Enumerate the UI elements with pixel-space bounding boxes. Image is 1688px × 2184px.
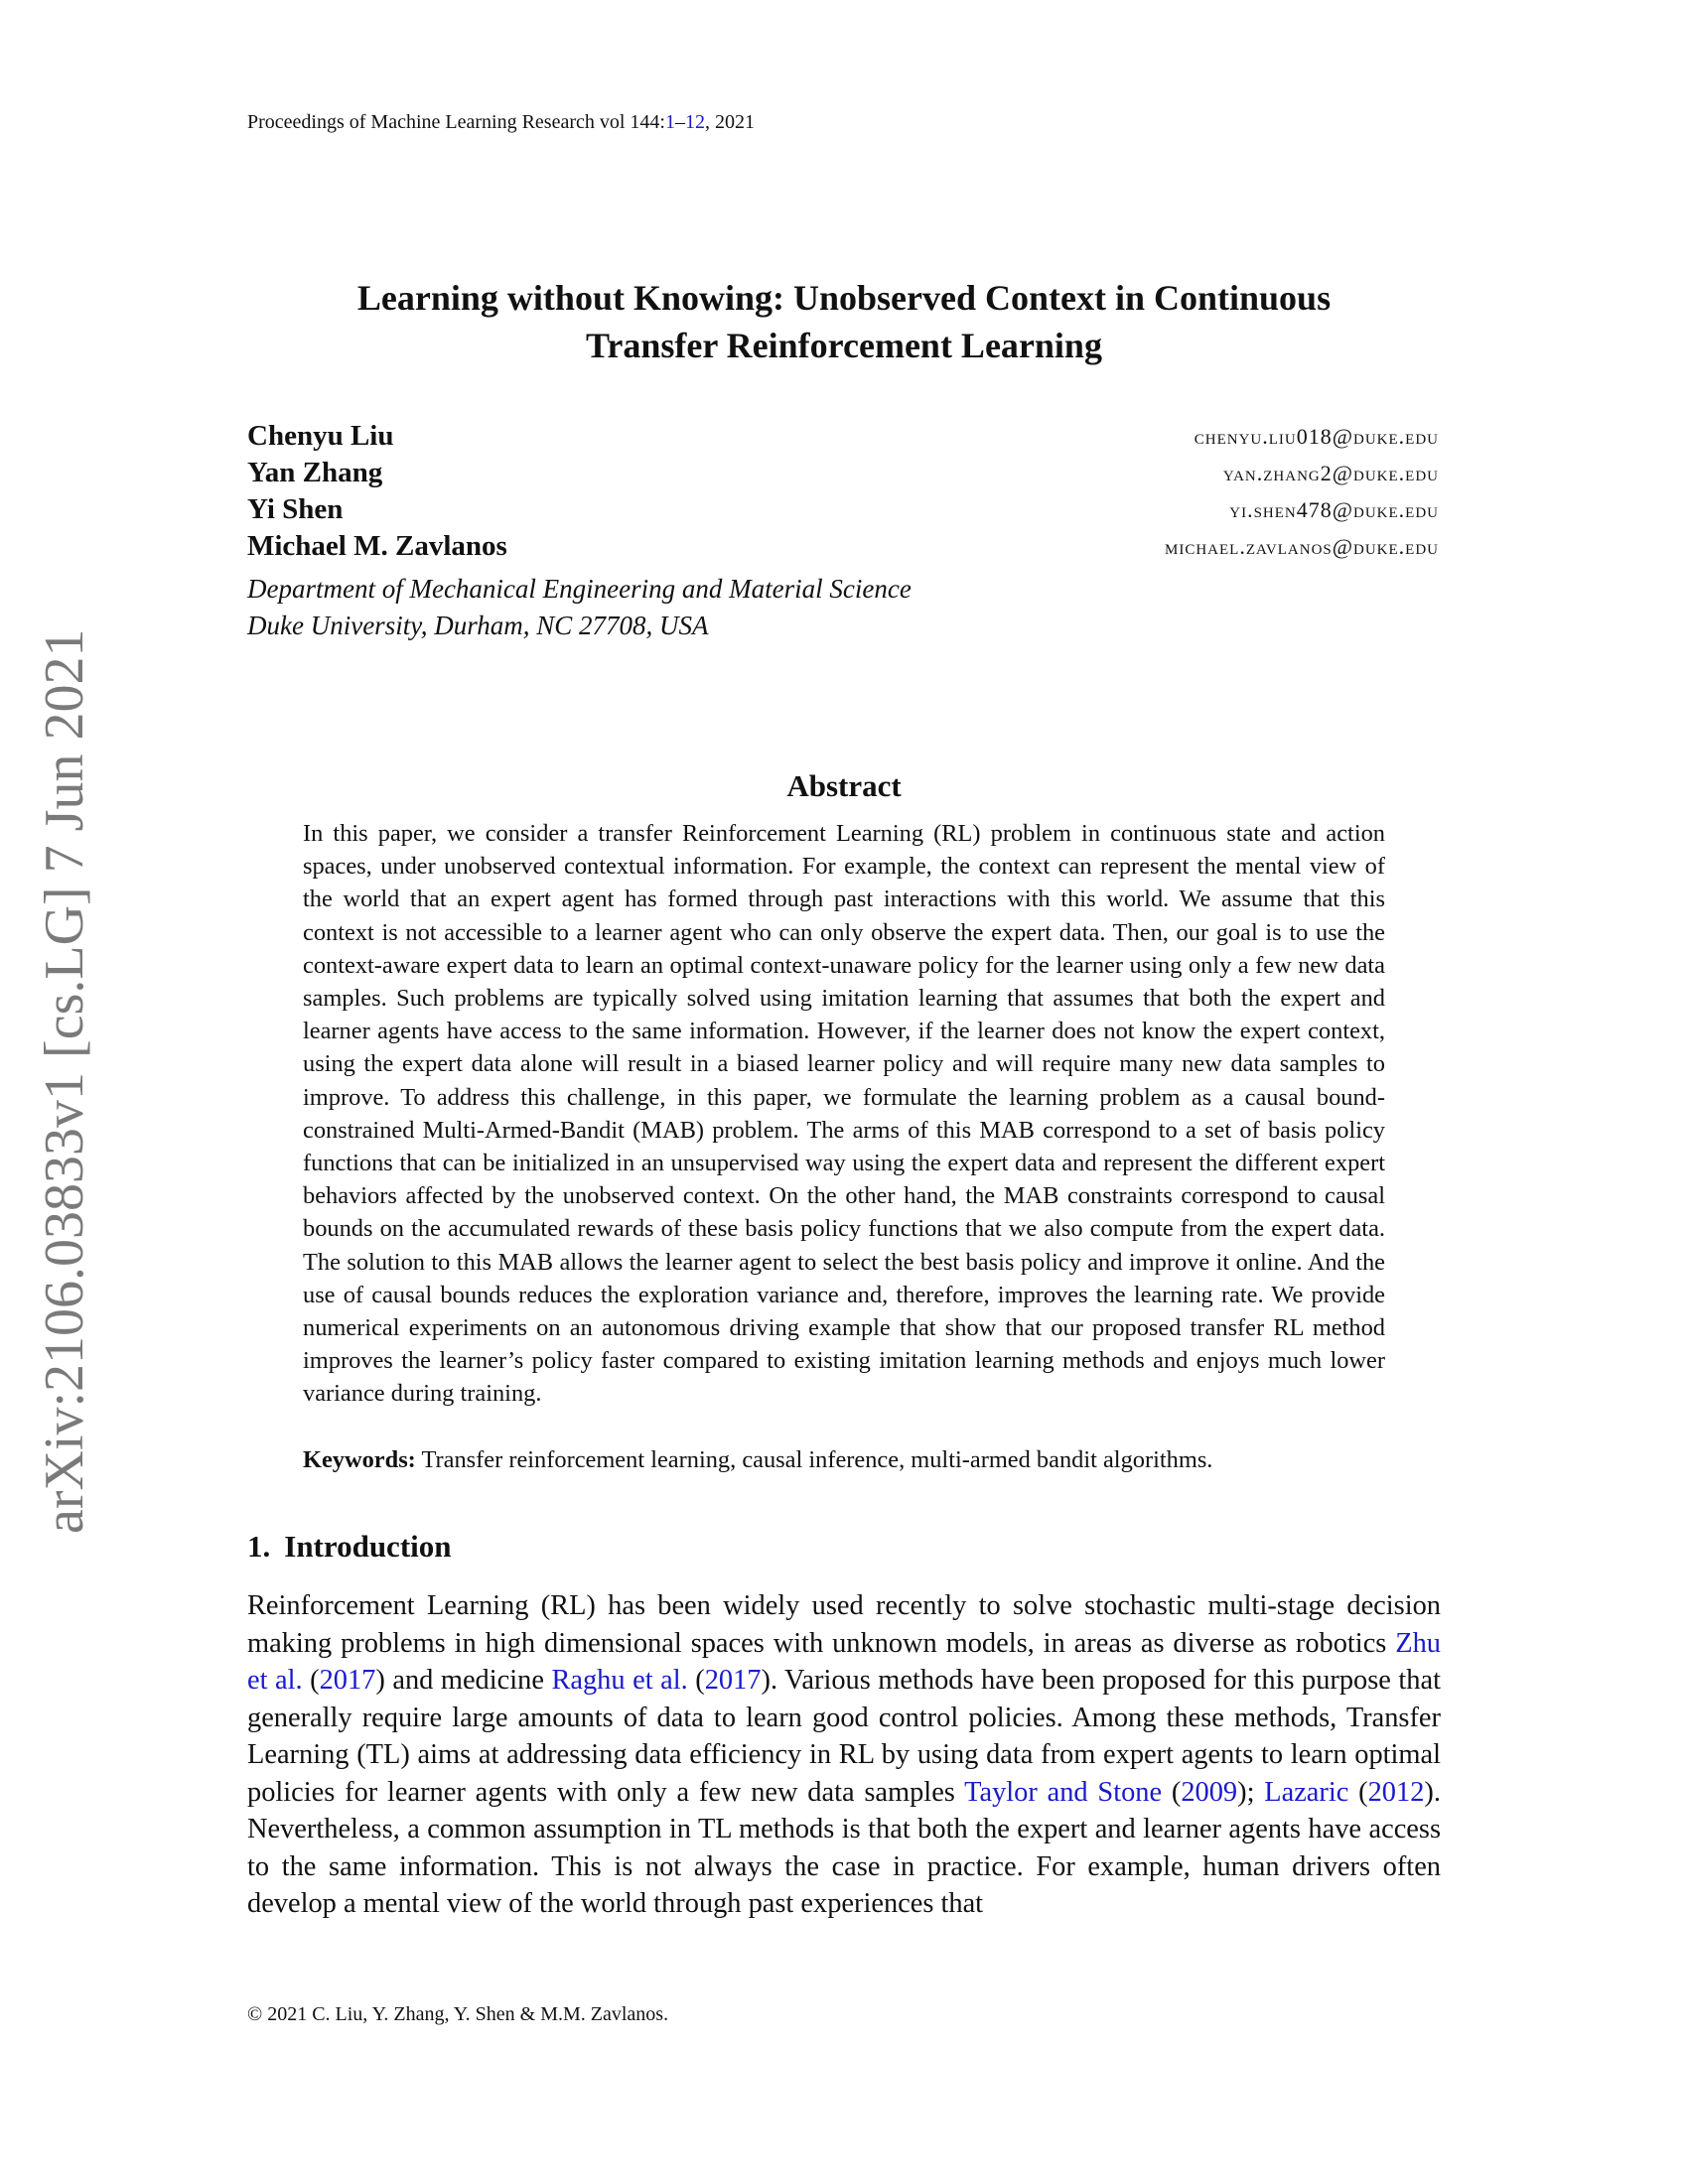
author-email[interactable]: michael.zavlanos@duke.edu [1165,534,1439,559]
citation-zhu-link[interactable]: Zhu et al. [247,1627,1441,1696]
affiliation-department: Department of Mechanical Engineering and Material Science [247,574,912,604]
page-range-dash: – [674,111,685,133]
citation-raghu-year-link[interactable]: 2017 [704,1665,762,1696]
citation-raghu-link[interactable]: Raghu et al. [551,1665,688,1696]
page-end-link[interactable]: 12 [684,111,705,133]
intro-text: Reinforcement Learning (RL) has been widely used recently to solve stochastic multi-stage decision making problems in high dimensional spaces with unknown models, in areas as diverse as robotics [247,1590,1441,1659]
title-line-2: Transfer Reinforcement Learning [586,326,1102,365]
intro-text: ; [1246,1776,1265,1808]
keywords [303,1446,1385,1474]
author-row [247,457,1439,494]
citation-taylor-link[interactable]: Taylor and Stone [964,1776,1163,1808]
section-title: Introduction [284,1529,452,1564]
author-row [247,420,1439,458]
author-row [247,530,1439,568]
citation-zhu-year-link[interactable]: 2017 [319,1665,376,1696]
intro-text: . Various methods have been proposed for this purpose that generally require large amounts of data to learn good control policies. Among these methods, Transfer Learning (TL) aims at addressing data efficiency in RL by using data from expert agents to learn optimal policies for learner agents with only a few new data samples [247,1665,1441,1808]
citation-lazaric-year-link[interactable]: 2012 [1367,1776,1425,1808]
author-email[interactable]: yi.shen478@duke.edu [1229,497,1439,522]
author-name: Michael M. Zavlanos [247,530,507,562]
abstract-text: In this paper, we consider a transfer Reinforcement Learning (RL) problem in continuous state and action spaces, under unobserved contextual information. For example, the context can represent the mental view of the world that an expert agent has formed through past interactions with this world. We assume that this context is not accessible to a learner agent who can only observe the expert data. Then, our goal is to use the context-aware expert data to learn an optimal context-unaware policy for the learner using only a few new data samples. Such problems are typically solved using imitation learning that assumes that both the expert and learner agents have access to the same information. However, if the learner does not know the expert context, using the expert data alone will result in a biased learner policy and will require many new data samples to improve. To address this challenge, in this paper, we formulate the learning problem as a causal bound-constrained Multi-Armed-Bandit (MAB) problem. The arms of this MAB correspond to a set of basis policy functions that can be initialized in an unsupervised way using the expert data and represent the different expert behaviors affected by the unobserved context. On the other hand, the MAB constraints correspond to causal bounds on the accumulated rewards of these basis policy functions that we also compute from the expert data. The solution to this MAB allows the learner agent to select the best basis policy and improve it online. And the use of causal bounds reduces the exploration variance and, therefore, improves the learning rate. We provide numerical experiments on an autonomous driving example that show that our proposed transfer RL method improves the learner’s policy faster compared to existing imitation learning methods and enjoys much lower variance during training. [303,820,1385,1408]
journal-year: , 2021 [704,111,755,133]
author-name: Chenyu Liu [247,420,394,452]
page-start-link[interactable]: 1 [664,111,675,133]
title-line-1: Learning without Knowing: Unobserved Context in Continuous [356,278,1332,318]
section-heading-introduction [247,1529,452,1565]
introduction-paragraph: Reinforcement Learning (RL) has been widely used recently to solve stochastic multi-stage decision making problems in high dimensional spaces with unknown models, in areas as diverse as robotics Zhu et al. (2017) and medicine Raghu et al. (2017). Various methods have been proposed for this purpose that generally require large amounts of data to learn good control policies. Among these methods, Transfer Learning (TL) aims at addressing data efficiency in RL by using data from expert agents to learn optimal policies for learner agents with only a few new data samples Taylor and Stone (2009); Lazaric (2012). Nevertheless, a common assumption in TL methods is that both the expert and learner agents have access to the same information. This is not always the case in practice. For example, human drivers often develop a mental view of the world through past experiences that [247,1590,1441,1919]
arxiv-identifier-stamp: arXiv:2106.03833v1 [cs.LG] 7 Jun 2021 [34,628,95,1534]
author-row [247,493,1439,531]
intro-text: and medicine [384,1665,552,1696]
keywords-label: Keywords: [303,1446,416,1473]
author-name: Yi Shen [247,493,344,525]
author-email[interactable]: chenyu.liu018@duke.edu [1194,424,1439,449]
author-name: Yan Zhang [247,457,383,488]
keywords-text: Transfer reinforcement learning, causal inference, multi-armed bandit algorithms. [421,1446,1213,1473]
author-email[interactable]: yan.zhang2@duke.edu [1222,461,1439,485]
paper-title [248,274,1440,369]
citation-lazaric-link[interactable]: Lazaric [1264,1776,1349,1808]
intro-text: . Nevertheless, a common assumption in TL methods is that both the expert and learner agents have access to the same information. This is not always the case in practice. For example, human drivers often develop a mental view of the world through past experiences that [247,1776,1441,1919]
section-number: 1. [247,1529,271,1564]
abstract-heading: Abstract [786,768,902,803]
journal-header [247,111,755,134]
citation-taylor-year-link[interactable]: 2009 [1181,1776,1238,1808]
copyright-notice: © 2021 C. Liu, Y. Zhang, Y. Shen & M.M. Zavlanos. [247,2003,669,2025]
affiliation-address: Duke University, Durham, NC 27708, USA [247,611,709,640]
journal-name: Proceedings of Machine Learning Research vol 144: [247,111,665,133]
